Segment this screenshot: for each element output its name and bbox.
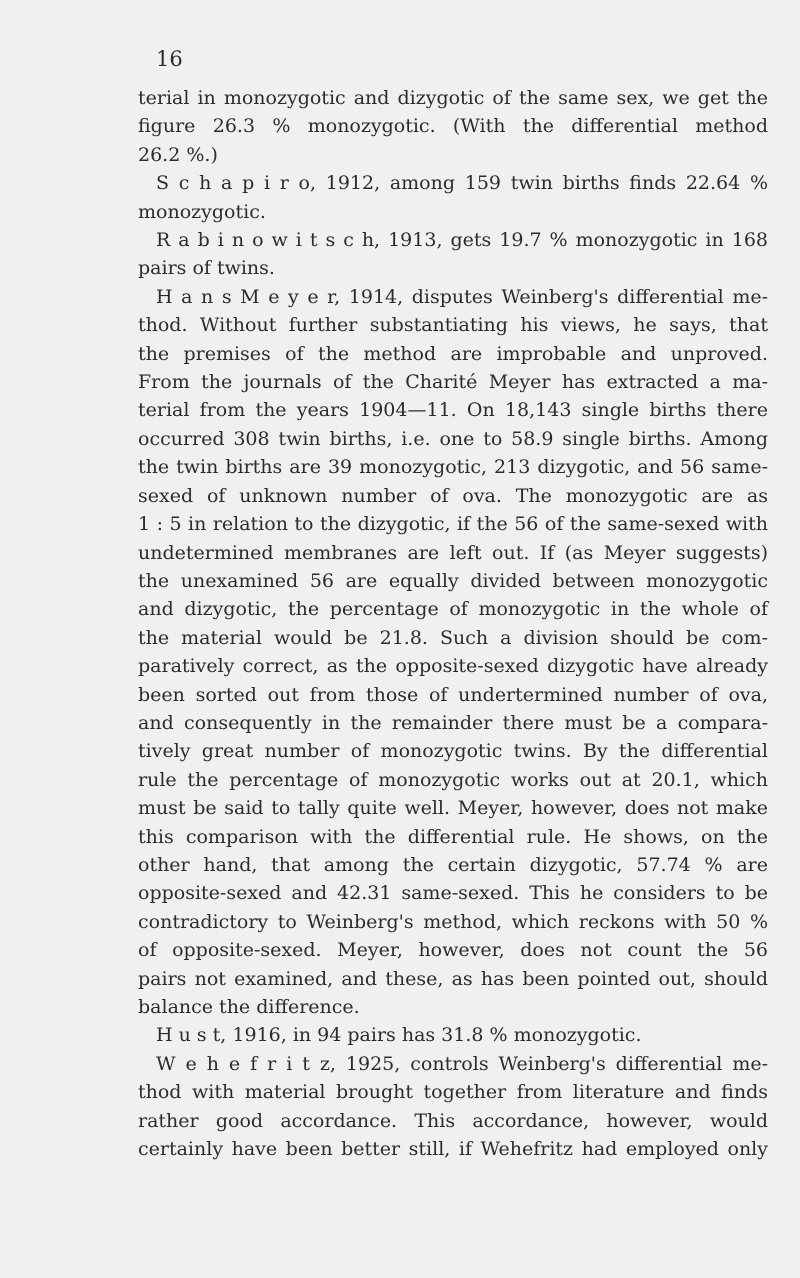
text-line: terial from the years 1904—11. On 18,143 single births there bbox=[138, 399, 768, 422]
text-line: monozygotic. bbox=[138, 200, 266, 223]
body-text bbox=[138, 84, 768, 1163]
text-line: rule the percentage of monozygotic works out at 20.1, which bbox=[138, 768, 768, 791]
text-line: certainly have been better still, if Wehefritz had employed only bbox=[138, 1138, 768, 1161]
text-line: terial in monozygotic and dizygotic of the same sex, we get the bbox=[138, 87, 768, 109]
text-line: and consequently in the remainder there must be a compara- bbox=[138, 711, 768, 734]
text-line: W e h e f r i t z, 1925, controls Weinberg's differential me- bbox=[156, 1052, 768, 1075]
text-line: H a n s M e y e r, 1914, disputes Weinberg's differential me- bbox=[156, 285, 768, 308]
text-line: contradictory to Weinberg's method, which reckons with 50 % bbox=[138, 910, 768, 933]
text-line: of opposite-sexed. Meyer, however, does not count the 56 bbox=[138, 939, 768, 962]
text-line: 1 : 5 in relation to the dizygotic, if the 56 of the same-sexed with bbox=[138, 513, 768, 536]
text-line: the premises of the method are improbable and unproved. bbox=[138, 342, 768, 365]
text-line: must be said to tally quite well. Meyer, however, does not make bbox=[138, 797, 768, 820]
text-line: opposite-sexed and 42.31 same-sexed. This he considers to be bbox=[138, 882, 768, 905]
text-line: the unexamined 56 are equally divided between monozygotic bbox=[138, 569, 768, 592]
text-line: and dizygotic, the percentage of monozygotic in the whole of bbox=[138, 598, 768, 621]
text-line: balance the difference. bbox=[138, 996, 360, 1018]
text-line: occurred 308 twin births, i.e. one to 58.9 single births. Among bbox=[138, 427, 768, 450]
text-line: From the journals of the Charité Meyer has extracted a ma- bbox=[138, 371, 768, 394]
text-line: 26.2 %.) bbox=[138, 143, 218, 166]
text-line: the material would be 21.8. Such a division should be com- bbox=[138, 626, 768, 649]
text-line: rather good accordance. This accordance, however, would bbox=[138, 1109, 768, 1132]
text-line: thod with material brought together from literature and finds bbox=[138, 1081, 768, 1104]
text-line: been sorted out from those of undertermined number of ova, bbox=[138, 683, 768, 706]
text-line: undetermined membranes are left out. If (as Meyer suggests) bbox=[138, 541, 768, 564]
text-line: R a b i n o w i t s c h, 1913, gets 19.7 % monozygotic in 168 bbox=[156, 229, 768, 252]
text-line: H u s t, 1916, in 94 pairs has 31.8 % monozygotic. bbox=[156, 1024, 642, 1047]
text-line: sexed of unknown number of ova. The monozygotic are as bbox=[138, 484, 768, 507]
text-line: tively great number of monozygotic twins. By the differential bbox=[138, 740, 768, 763]
text-line: S c h a p i r o, 1912, among 159 twin births finds 22.64 % bbox=[156, 172, 768, 195]
text-line: figure 26.3 % monozygotic. (With the differential method bbox=[138, 115, 768, 138]
text-line: paratively correct, as the opposite-sexed dizygotic have already bbox=[138, 655, 768, 678]
text-line: thod. Without further substantiating his views, he says, that bbox=[138, 314, 768, 337]
page-number: 16 bbox=[156, 47, 183, 71]
text-line: pairs not examined, and these, as has been pointed out, should bbox=[138, 967, 768, 990]
text-line: other hand, that among the certain dizygotic, 57.74 % are bbox=[138, 853, 768, 876]
text-line: pairs of twins. bbox=[138, 257, 275, 280]
text-line: the twin births are 39 monozygotic, 213 dizygotic, and 56 same- bbox=[138, 456, 768, 479]
text-line: this comparison with the differential rule. He shows, on the bbox=[138, 825, 768, 848]
